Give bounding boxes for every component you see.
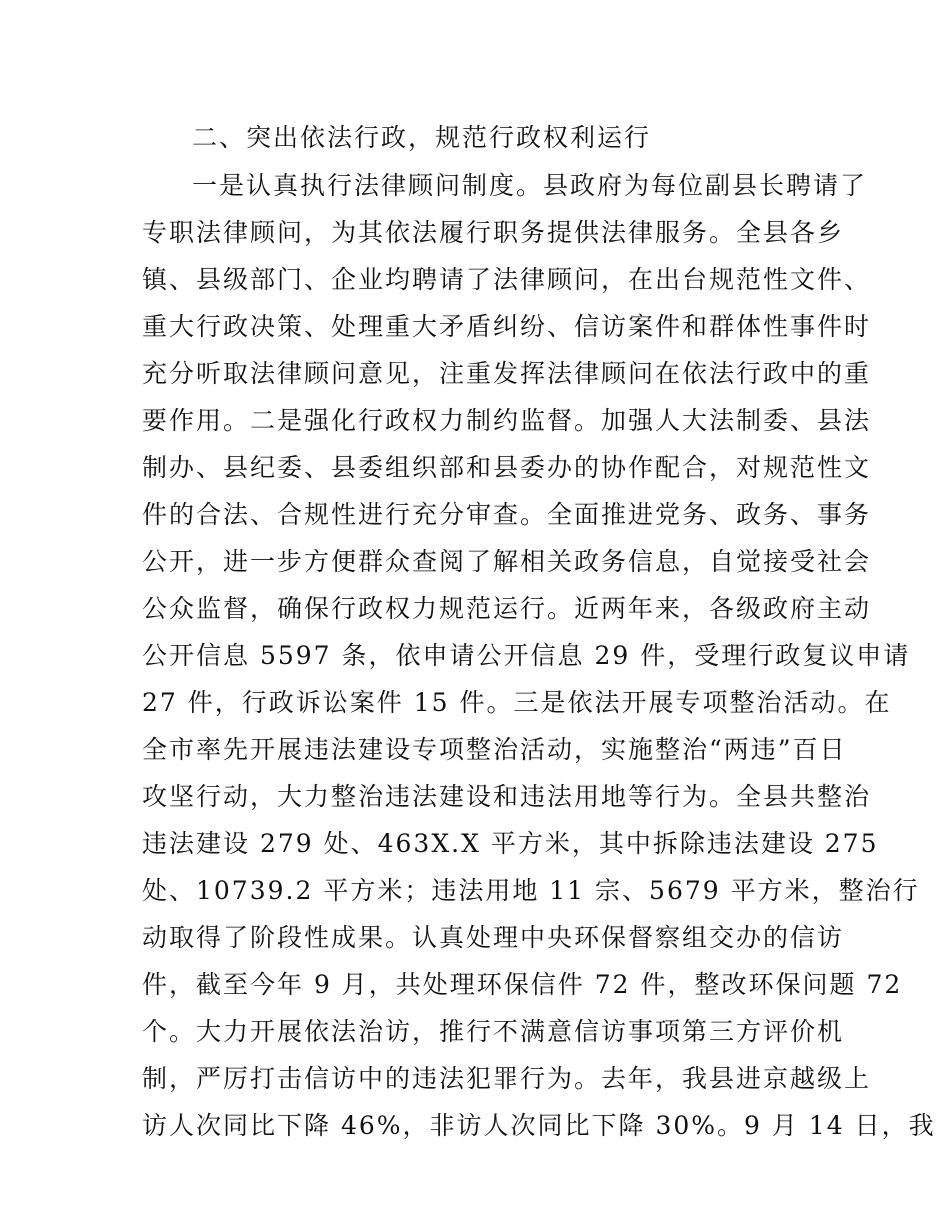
text-line: 重大行政决策、处理重大矛盾纠纷、信访案件和群体性事件时 xyxy=(142,312,872,341)
text-line: 27 件，行政诉讼案件 15 件。三是依法开展专项整治活动。在 xyxy=(142,688,892,717)
text-line: 公开，进一步方便群众查阅了解相关政务信息，自觉接受社会 xyxy=(142,547,872,576)
text-line: 公开信息 5597 条，依申请公开信息 29 件，受理行政复议申请 xyxy=(142,641,911,670)
text-line: 充分听取法律顾问意见，注重发挥法律顾问在依法行政中的重 xyxy=(142,359,872,388)
section-heading: 二、突出依法行政，规范行政权利运行 xyxy=(192,123,652,152)
text-line: 处、10739.2 平方米；违法用地 11 宗、5679 平方米，整治行 xyxy=(142,876,920,905)
text-line: 动取得了阶段性成果。认真处理中央环保督察组交办的信访 xyxy=(142,923,845,952)
text-line: 个。大力开展依法治访，推行不满意信访事项第三方评价机 xyxy=(142,1017,845,1046)
text-line: 公众监督，确保行政权力规范运行。近两年来，各级政府主动 xyxy=(142,594,872,623)
text-line: 一是认真执行法律顾问制度。县政府为每位副县长聘请了 xyxy=(192,171,868,200)
text-line: 镇、县级部门、企业均聘请了法律顾问，在出台规范性文件、 xyxy=(142,265,872,294)
text-line: 要作用。二是强化行政权力制约监督。加强人大法制委、县法 xyxy=(142,406,872,435)
text-line: 专职法律顾问，为其依法履行职务提供法律服务。全县各乡 xyxy=(142,218,845,247)
text-line: 件，截至今年 9 月，共处理环保信件 72 件，整改环保问题 72 xyxy=(142,970,903,999)
text-line: 访人次同比下降 46%，非访人次同比下降 30%。9 月 14 日，我 xyxy=(142,1111,936,1140)
text-line: 件的合法、合规性进行充分审查。全面推进党务、政务、事务 xyxy=(142,500,872,529)
text-line: 制，严厉打击信访中的违法犯罪行为。去年，我县进京越级上 xyxy=(142,1064,872,1093)
text-line: 制办、县纪委、县委组织部和县委办的协作配合，对规范性文 xyxy=(142,453,872,482)
text-line: 违法建设 279 处、463X.X 平方米，其中拆除违法建设 275 xyxy=(142,829,879,858)
text-line: 攻坚行动，大力整治违法建设和违法用地等行为。全县共整治 xyxy=(142,782,872,811)
text-line: 全市率先开展违法建设专项整治活动，实施整治“两违”百日 xyxy=(142,735,847,764)
